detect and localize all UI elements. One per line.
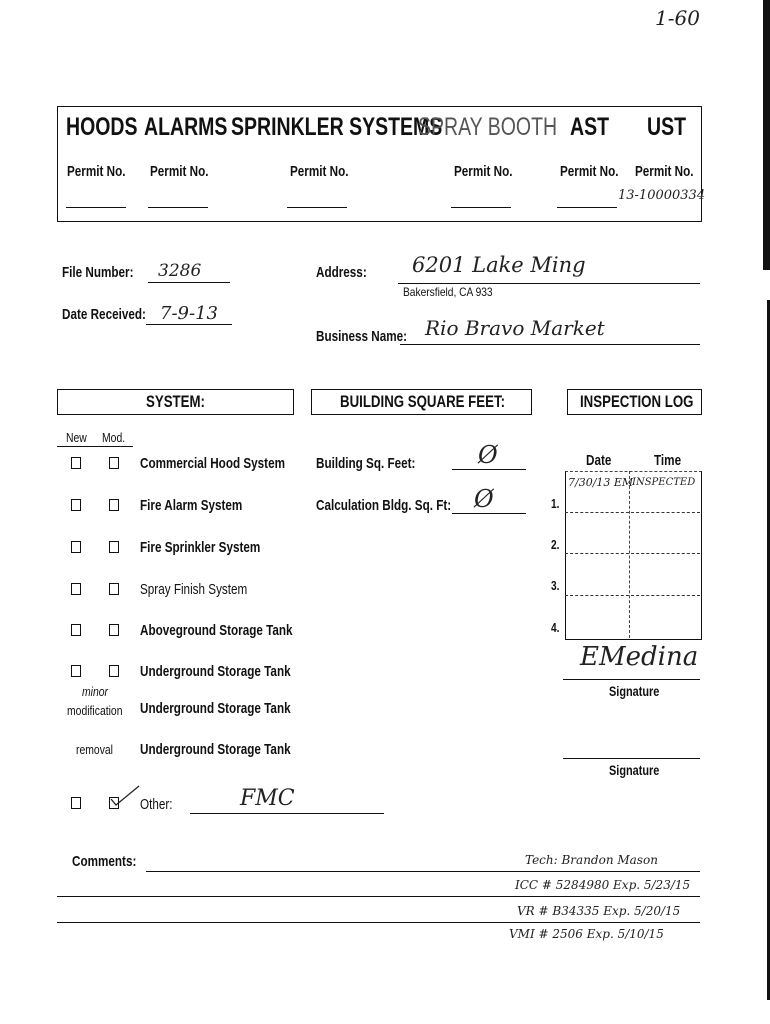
new-checkbox-spray[interactable] — [71, 583, 81, 595]
signature-label-1: Signature — [609, 683, 660, 699]
file-number-value: 3286 — [158, 261, 202, 281]
building-sqft-header: BUILDING SQUARE FEET: — [340, 392, 506, 411]
system-ust: Underground Storage Tank — [140, 663, 291, 680]
other-label: Other: — [140, 796, 173, 813]
inspection-row-line-1 — [565, 512, 700, 513]
permit-label-spray: Permit No. — [454, 163, 513, 180]
modification-label: modification — [67, 703, 123, 718]
permit-line-hoods[interactable] — [66, 207, 126, 208]
inspection-row1-time: INSPECTED — [632, 477, 696, 488]
system-spray: Spray Finish System — [140, 581, 248, 598]
calc-sqft-line[interactable] — [452, 513, 526, 514]
permit-label-ust: Permit No. — [635, 163, 694, 180]
other-value: FMC — [240, 786, 295, 811]
file-number-label: File Number: — [62, 264, 134, 281]
business-name-label: Business Name: — [316, 328, 408, 345]
permit-line-spray[interactable] — [451, 207, 511, 208]
building-sqft-line[interactable] — [452, 469, 526, 470]
building-sqft-label: Building Sq. Feet: — [316, 455, 416, 472]
permit-label-hoods: Permit No. — [67, 163, 126, 180]
comment-icc: ICC # 5284980 Exp. 5/23/15 — [515, 878, 691, 892]
header-alarms: ALARMS — [144, 113, 228, 141]
inspection-row-4: 4. — [551, 620, 560, 635]
header-sprinkler: SPRINKLER SYSTEMS — [231, 113, 443, 141]
new-checkbox-other[interactable] — [71, 797, 81, 809]
system-ust-removal: Underground Storage Tank — [140, 741, 291, 758]
address-city: Bakersfield, CA 933 — [403, 285, 493, 299]
comment-tech: Tech: Brandon Mason — [525, 853, 658, 867]
mod-checkbox-sprinkler[interactable] — [109, 541, 119, 553]
inspection-row-line-3 — [565, 595, 700, 596]
signature-mark: EMedina — [580, 642, 699, 672]
comments-label: Comments: — [72, 853, 137, 870]
comment-vr: VR # B34335 Exp. 5/20/15 — [517, 904, 681, 918]
business-name-line[interactable] — [400, 344, 700, 345]
other-line[interactable] — [190, 813, 384, 814]
signature-label-2: Signature — [609, 762, 660, 778]
col-header-line — [57, 446, 133, 447]
system-header: SYSTEM: — [146, 392, 205, 411]
inspection-row-line-2 — [565, 553, 700, 554]
removal-label: removal — [76, 742, 113, 757]
system-alarm: Fire Alarm System — [140, 497, 243, 514]
col-new-label: New — [66, 430, 87, 445]
inspection-time-header: Time — [654, 452, 682, 469]
permit-label-ast: Permit No. — [560, 163, 619, 180]
inspection-table — [565, 471, 702, 640]
file-number-line[interactable] — [148, 282, 230, 283]
system-sprinkler: Fire Sprinkler System — [140, 539, 261, 556]
ust-permit-value: 13-10000334 — [618, 188, 706, 203]
comments-line-3[interactable] — [57, 922, 700, 923]
date-received-label: Date Received: — [62, 306, 146, 323]
date-received-value: 7-9-13 — [160, 303, 218, 324]
building-sqft-value: Ø — [478, 441, 498, 469]
comment-vmi: VMI # 2506 Exp. 5/10/15 — [509, 927, 664, 941]
inspection-date-header: Date — [586, 452, 612, 469]
inspection-row-3: 3. — [551, 578, 560, 593]
signature-line-1[interactable] — [563, 679, 700, 680]
calc-sqft-value: Ø — [474, 485, 494, 513]
new-checkbox-hood[interactable] — [71, 457, 81, 469]
corner-note: 1-60 — [655, 6, 700, 30]
mod-checkbox-alarm[interactable] — [109, 499, 119, 511]
inspection-row1-date: 7/30/13 EM — [568, 476, 634, 489]
minor-label: minor — [82, 684, 109, 699]
new-checkbox-alarm[interactable] — [71, 499, 81, 511]
col-mod-label: Mod. — [102, 430, 126, 445]
mod-checkbox-ast[interactable] — [109, 624, 119, 636]
business-name-value: Rio Bravo Market — [425, 316, 605, 340]
scan-border — [763, 0, 770, 270]
header-spray-booth: SPRAY BOOTH — [418, 113, 558, 141]
system-ast: Aboveground Storage Tank — [140, 622, 293, 639]
inspection-log-header: INSPECTION LOG — [580, 392, 694, 411]
address-value: 6201 Lake Ming — [412, 253, 586, 277]
header-ust: UST — [647, 113, 686, 141]
calc-sqft-label: Calculation Bldg. Sq. Ft: — [316, 497, 452, 514]
comments-line-2[interactable] — [57, 896, 700, 897]
new-checkbox-ust[interactable] — [71, 665, 81, 677]
new-checkbox-sprinkler[interactable] — [71, 541, 81, 553]
permit-line-ast[interactable] — [557, 207, 617, 208]
permit-line-sprinkler[interactable] — [287, 207, 347, 208]
mod-checkbox-hood[interactable] — [109, 457, 119, 469]
permit-line-alarms[interactable] — [148, 207, 208, 208]
signature-line-2[interactable] — [563, 758, 700, 759]
comments-line-1[interactable] — [146, 871, 700, 872]
system-ust-minor: Underground Storage Tank — [140, 700, 291, 717]
permit-label-alarms: Permit No. — [150, 163, 209, 180]
new-checkbox-ast[interactable] — [71, 624, 81, 636]
date-received-line[interactable] — [146, 324, 232, 325]
address-label: Address: — [316, 264, 367, 281]
system-hood: Commercial Hood System — [140, 455, 285, 472]
inspection-row-1: 1. — [551, 496, 560, 511]
address-line[interactable] — [398, 283, 700, 284]
header-ast: AST — [570, 113, 609, 141]
check-mark-icon — [108, 784, 142, 808]
inspection-row-2: 2. — [551, 537, 560, 552]
permit-label-sprinkler: Permit No. — [290, 163, 349, 180]
mod-checkbox-spray[interactable] — [109, 583, 119, 595]
header-hoods: HOODS — [66, 113, 138, 141]
mod-checkbox-ust[interactable] — [109, 665, 119, 677]
inspection-col-divider — [629, 471, 630, 638]
